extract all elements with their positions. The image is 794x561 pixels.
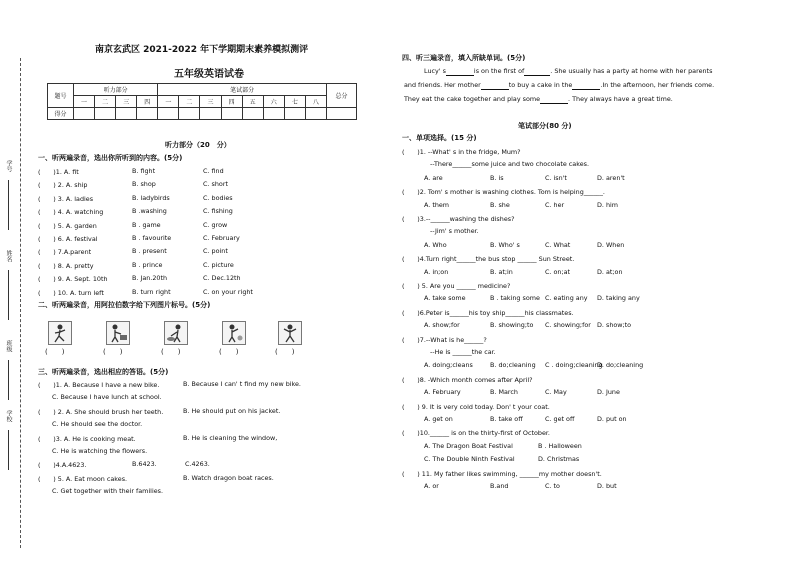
answer-option[interactable]: C. Get together with their families. [52, 487, 164, 496]
option-a[interactable]: A. show;for [424, 321, 460, 330]
option-a[interactable]: A. them [424, 200, 450, 209]
score-table-row-label: 题号 [48, 84, 74, 108]
option-b[interactable]: B. Who' s [490, 240, 520, 249]
score-col: 五 [242, 96, 263, 108]
washing-figure-icon [165, 322, 187, 344]
question-text: ( )2. Tom' s mother is washing clothes. Tom is helping______. [402, 188, 605, 197]
option-c[interactable]: C. to [545, 482, 560, 490]
option-b[interactable]: B. fight [132, 167, 156, 175]
option-c[interactable]: C. her [545, 200, 565, 209]
section-title: 三、听两遍录音，选出相应的答语。(5分) [38, 368, 169, 376]
fill-blank[interactable] [572, 81, 600, 90]
option-d[interactable]: D. show;to [597, 321, 632, 330]
question-text: ( ) 9. It is very cold today. Don' t your coat. [402, 402, 550, 411]
score-col: 三 [116, 96, 137, 108]
score-cell[interactable] [179, 108, 200, 120]
option-a[interactable]: A. are [424, 173, 443, 182]
option-d[interactable]: D. When [597, 240, 625, 249]
option-c[interactable]: C. short [203, 180, 228, 189]
fill-blank[interactable] [540, 95, 568, 104]
score-cell[interactable] [137, 108, 158, 120]
option-c[interactable]: C. Dec.12th [203, 274, 241, 283]
answer-option[interactable]: ( )4.A.4623. [38, 461, 87, 470]
answer-option[interactable]: B. He is cleaning the window, [183, 433, 278, 442]
option-c[interactable]: C. on your right [203, 287, 253, 296]
option-a[interactable]: ( ) 8. A. pretty [38, 261, 94, 270]
picture-3 [164, 321, 188, 345]
option-c[interactable]: C. get off [545, 415, 575, 423]
score-table [47, 83, 357, 120]
option-a[interactable]: ( ) 6. A. festival [38, 235, 98, 243]
option-b[interactable]: B . prince [132, 260, 163, 269]
cloze-text: . They always have a great time. [568, 95, 673, 103]
score-cell[interactable] [158, 108, 179, 120]
exam-subtitle: 五年级英语试卷 [174, 69, 244, 80]
option-c[interactable]: C. isn't [545, 173, 567, 182]
answer-paren[interactable]: ( ) [161, 348, 181, 356]
section-title: 四、听三遍录音，填入所缺单词。(5分) [402, 54, 526, 62]
option-b[interactable]: B. showing;to [490, 321, 534, 330]
score-col: 一 [158, 96, 179, 108]
option-c[interactable]: C. showing;for [545, 321, 591, 330]
answer-option[interactable]: ( ) 5. A. Eat moon cakes. [38, 474, 128, 483]
answer-paren[interactable]: ( ) [275, 348, 295, 356]
score-col: 四 [221, 96, 242, 108]
score-col: 八 [305, 96, 326, 108]
answer-paren[interactable]: ( ) [219, 348, 239, 356]
score-col: 二 [95, 96, 116, 108]
option-a[interactable]: ( ) 7.A.parent [38, 248, 92, 257]
cloze-text: and friends. Her mother [404, 81, 481, 89]
listening-title: 听力部分（20 分） [165, 141, 231, 149]
option-b[interactable]: B . taking some [490, 294, 540, 303]
score-cell[interactable] [116, 108, 137, 120]
option-b[interactable]: B .washing [132, 207, 167, 216]
option-c[interactable]: C. eating any [545, 294, 588, 303]
section-title: 一、听两遍录音，选出你所听到的内容。(5分) [38, 154, 183, 162]
option-a[interactable]: ( ) 4. A. watching [38, 208, 104, 217]
option-d[interactable]: D. do;cleaning [597, 361, 644, 370]
option-c[interactable]: C. fishing [203, 207, 233, 216]
listening-group-header: 听力部分 [74, 84, 158, 96]
exam-title: 南京玄武区 2021-2022 年下学期期末素养模拟测评 [95, 45, 309, 55]
picture-1 [48, 321, 72, 345]
answer-option[interactable]: ( )3. A. He is cooking meat. [38, 434, 136, 443]
option-a[interactable]: A. Who [424, 240, 447, 249]
dancing-figure-icon [279, 322, 301, 344]
written-group-header: 笔试部分 [158, 84, 327, 96]
option-left[interactable]: C. The Double Ninth Festival [424, 455, 515, 464]
margin-label-student-id: 学号 [5, 160, 12, 172]
option-a[interactable]: ( ) 10. A. turn left [38, 288, 104, 297]
question-text: --There______some juice and two chocolate cakes. [430, 160, 589, 169]
option-a[interactable]: ( ) 5. A. garden [38, 221, 97, 230]
score-row-label: 得分 [48, 108, 74, 120]
answer-option[interactable]: B.6423. [132, 460, 157, 469]
option-a[interactable]: A. in;on [424, 267, 449, 276]
option-c[interactable]: C. find [203, 167, 224, 175]
score-cell[interactable] [95, 108, 116, 120]
answer-option[interactable]: C. He should see the doctor. [52, 420, 143, 429]
flower-figure-icon [223, 322, 245, 344]
option-c[interactable]: C. bodies [203, 193, 233, 202]
option-b[interactable]: B. take off [490, 415, 523, 423]
cloze-text: to buy a cake in the [508, 81, 573, 89]
option-d[interactable]: D. June [597, 388, 620, 397]
option-a[interactable]: A. doing;cleans [424, 361, 473, 370]
option-a[interactable]: A. get on [424, 415, 453, 423]
option-b[interactable]: B. she [490, 200, 510, 209]
section-title: 二、听两遍录音，用阿拉伯数字给下列图片标号。(5分) [38, 301, 211, 309]
fill-blank[interactable] [481, 81, 509, 90]
option-b[interactable]: B. turn right [132, 287, 171, 296]
margin-label-class: 班级 [5, 340, 12, 352]
score-col: 一 [74, 96, 95, 108]
option-c[interactable]: C. point [203, 247, 228, 256]
option-b[interactable]: B.and [490, 482, 509, 490]
option-b[interactable]: B. do;cleaning [490, 361, 536, 370]
question-text: ( )1. --What' s in the fridge, Mum? [402, 148, 521, 156]
option-c[interactable]: C. February [203, 234, 240, 242]
question-text: ( ) 5. Are you ______ medicine? [402, 282, 511, 290]
score-col: 六 [263, 96, 284, 108]
answer-option[interactable]: B. Because I can' t find my new bike. [183, 380, 301, 388]
option-c[interactable]: C. What [545, 240, 571, 249]
option-a[interactable]: A. or [424, 482, 439, 490]
score-cell[interactable] [200, 108, 221, 120]
margin-fill-line [8, 430, 9, 470]
fill-blank[interactable] [524, 67, 550, 76]
option-b[interactable]: B. ladybirds [132, 193, 170, 202]
picture-5 [278, 321, 302, 345]
question-text: ( )10.______ is on the thirty-first of October. [402, 429, 550, 438]
answer-option[interactable]: B. He should put on his jacket. [183, 406, 281, 415]
option-b[interactable]: B. shop [132, 180, 156, 189]
picture-4 [222, 321, 246, 345]
cooking-figure-icon [107, 322, 129, 344]
question-text: ( )7.--What is he______? [402, 335, 487, 344]
option-right[interactable]: D. Christmas [538, 455, 580, 464]
option-b[interactable]: B. Jan.20th [132, 274, 168, 283]
option-b[interactable]: B . present [132, 247, 167, 256]
answer-option[interactable]: C. He is watching the flowers. [52, 447, 148, 455]
cloze-text: They eat the cake together and play some [404, 95, 541, 103]
option-right[interactable]: B . Halloween [538, 441, 582, 450]
option-a[interactable]: ( ) 9. A. Sept. 10th [38, 275, 108, 284]
option-d[interactable]: D. him [597, 200, 619, 209]
total-header: 总分 [327, 84, 357, 108]
cloze-text: .In the afternoon, her friends come. [600, 81, 715, 89]
option-c[interactable]: C. May [545, 388, 567, 397]
option-b[interactable]: B . game [132, 220, 161, 229]
question-text: ( )3.--______washing the dishes? [402, 215, 515, 223]
score-cell[interactable] [263, 108, 284, 120]
question-text: ( ) 11. My father likes swimming, ______my mother doesn't. [402, 469, 602, 478]
option-a[interactable]: A. February [424, 388, 461, 397]
cloze-text: Lucy' s [424, 67, 446, 75]
option-b[interactable]: B. at;in [490, 267, 513, 276]
question-text: ( )4.Turn right______the bus stop ______ Sun Street. [402, 255, 575, 264]
score-col: 二 [179, 96, 200, 108]
option-a[interactable]: A. take some [424, 294, 466, 303]
running-figure-icon [49, 322, 71, 344]
answer-option[interactable]: C.4263. [185, 460, 210, 469]
margin-fill-line [8, 180, 9, 230]
answer-option[interactable]: ( )1. A. Because I have a new bike. [38, 381, 160, 389]
score-cell[interactable] [221, 108, 242, 120]
question-text: ( )8. -Which month comes after April? [402, 375, 533, 384]
option-b[interactable]: B. March [490, 388, 518, 397]
answer-option[interactable]: ( ) 2. A. She should brush her teeth. [38, 407, 164, 416]
question-text: ( )6.Peter is______his toy ship______his classmates. [402, 308, 574, 317]
option-d[interactable]: D. taking any [597, 294, 640, 303]
score-cell[interactable] [305, 108, 326, 120]
answer-paren[interactable]: ( ) [103, 348, 123, 356]
fill-blank[interactable] [446, 67, 474, 76]
option-c[interactable]: C . doing;cleaning [545, 361, 603, 370]
answer-option[interactable]: C. Because I have lunch at school. [52, 393, 162, 402]
option-a[interactable]: ( )1. A. fit [38, 168, 79, 176]
option-c[interactable]: C. on;at [545, 267, 571, 276]
option-a[interactable]: ( ) 3. A. ladies [38, 194, 94, 203]
section-title: 一、单项选择。(15 分) [402, 134, 477, 142]
binding-line [20, 58, 21, 548]
margin-label-name: 姓名 [5, 250, 12, 262]
option-d[interactable]: D. put on [597, 415, 627, 423]
option-c[interactable]: C. picture [203, 260, 234, 269]
cloze-line [404, 81, 714, 90]
score-cell[interactable] [242, 108, 263, 120]
answer-option[interactable]: B. Watch dragon boat races. [183, 473, 274, 482]
option-d[interactable]: D. aren't [597, 173, 625, 182]
option-left[interactable]: A. The Dragon Boat Festival [424, 441, 513, 450]
option-b[interactable]: B . favourite [132, 234, 172, 242]
score-cell[interactable] [327, 108, 357, 120]
score-col: 三 [200, 96, 221, 108]
option-b[interactable]: B. is [490, 173, 504, 182]
question-text: --He is ______the car. [430, 348, 496, 356]
margin-fill-line [8, 270, 9, 320]
score-cell[interactable] [74, 108, 95, 120]
picture-2 [106, 321, 130, 345]
answer-paren[interactable]: ( ) [45, 348, 65, 356]
option-d[interactable]: D. but [597, 482, 617, 490]
written-title: 笔试部分(80 分) [518, 122, 572, 130]
option-c[interactable]: C. grow [203, 220, 228, 229]
score-cell[interactable] [284, 108, 305, 120]
cloze-text: . She usually has a party at home with her parents [550, 67, 713, 75]
margin-label-school: 学校 [5, 410, 12, 422]
margin-fill-line [8, 360, 9, 400]
option-a[interactable]: ( ) 2. A. ship [38, 181, 88, 190]
cloze-line [424, 67, 712, 76]
question-text: --Jim' s mother. [430, 227, 479, 236]
score-col: 四 [137, 96, 158, 108]
option-d[interactable]: D. at;on [597, 267, 623, 276]
cloze-line [404, 95, 673, 104]
score-col: 七 [284, 96, 305, 108]
cloze-text: is on the first of [473, 67, 525, 75]
